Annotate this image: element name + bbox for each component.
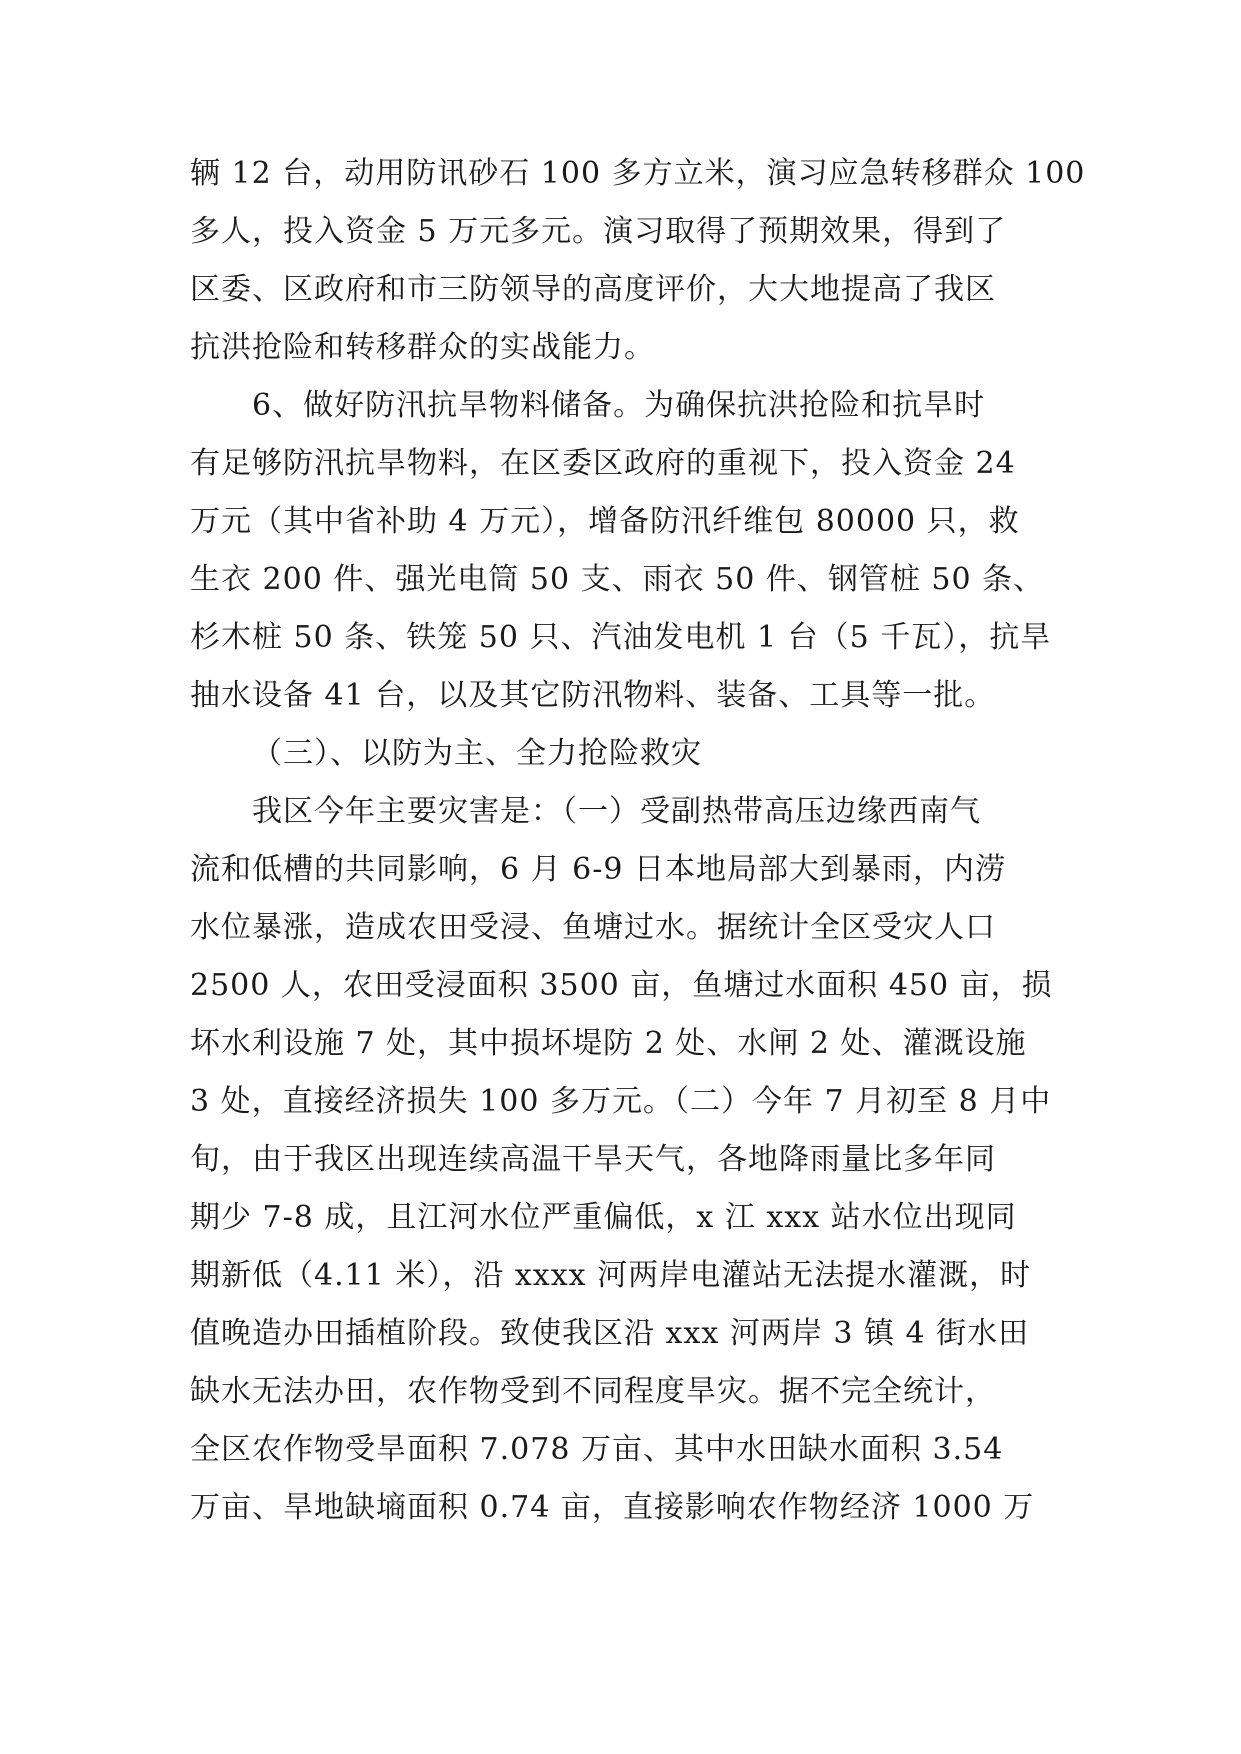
- section-heading: （三）、以防为主、全力抢险救灾: [252, 736, 702, 771]
- text-line: 全区农作物受旱面积 7.078 万亩、其中水田缺水面积 3.54: [190, 1432, 1004, 1467]
- text-line: 辆 12 台，动用防讯砂石 100 多方立米，演习应急转移群众 100: [190, 156, 1086, 191]
- text-line: 2500 人，农田受浸面积 3500 亩，鱼塘过水面积 450 亩，损: [190, 968, 1053, 1003]
- text-line: 水位暴涨，造成农田受浸、鱼塘过水。据统计全区受灾人口: [190, 910, 996, 945]
- text-line: 6、做好防汛抗旱物料储备。为确保抗洪抢险和抗旱时: [252, 388, 986, 423]
- text-line: 流和低槽的共同影响，6 月 6-9 日本地局部大到暴雨，内涝: [190, 852, 1007, 887]
- text-line: 万元（其中省补助 4 万元），增备防汛纤维包 80000 只，救: [190, 504, 1020, 539]
- text-line: 区委、区政府和市三防领导的高度评价，大大地提高了我区: [190, 272, 996, 307]
- text-line: 万亩、旱地缺墒面积 0.74 亩，直接影响农作物经济 1000 万: [190, 1490, 1035, 1525]
- text-line: 旬，由于我区出现连续高温干旱天气，各地降雨量比多年同: [190, 1142, 996, 1177]
- text-line: 抗洪抢险和转移群众的实战能力。: [190, 330, 655, 365]
- text-line: 我区今年主要灾害是：（一）受副热带高压边缘西南气: [252, 794, 981, 829]
- text-line: 多人，投入资金 5 万元多元。演习取得了预期效果，得到了: [190, 214, 1007, 249]
- text-line: 生衣 200 件、强光电筒 50 支、雨衣 50 件、钢管桩 50 条、: [190, 562, 1045, 597]
- text-line: 期少 7-8 成，且江河水位严重偏低，x 江 xxx 站水位出现同: [190, 1200, 1017, 1235]
- text-line: 期新低（4.11 米），沿 xxxx 河两岸电灌站无法提水灌溉，时: [190, 1258, 1032, 1293]
- text-line: 有足够防汛抗旱物料，在区委区政府的重视下，投入资金 24: [190, 446, 1016, 481]
- text-line: 3 处，直接经济损失 100 多万元。（二）今年 7 月初至 8 月中: [190, 1084, 1052, 1119]
- text-line: 抽水设备 41 台，以及其它防汛物料、装备、工具等一批。: [190, 678, 996, 713]
- text-line: 值晚造办田插植阶段。致使我区沿 xxx 河两岸 3 镇 4 街水田: [190, 1316, 1030, 1351]
- text-line: 缺水无法办田，农作物受到不同程度旱灾。据不完全统计，: [190, 1374, 996, 1409]
- text-line: 杉木桩 50 条、铁笼 50 只、汽油发电机 1 台（5 千瓦），抗旱: [190, 620, 1052, 655]
- text-line: 坏水利设施 7 处，其中损坏堤防 2 处、水闸 2 处、灌溉设施: [190, 1026, 1027, 1061]
